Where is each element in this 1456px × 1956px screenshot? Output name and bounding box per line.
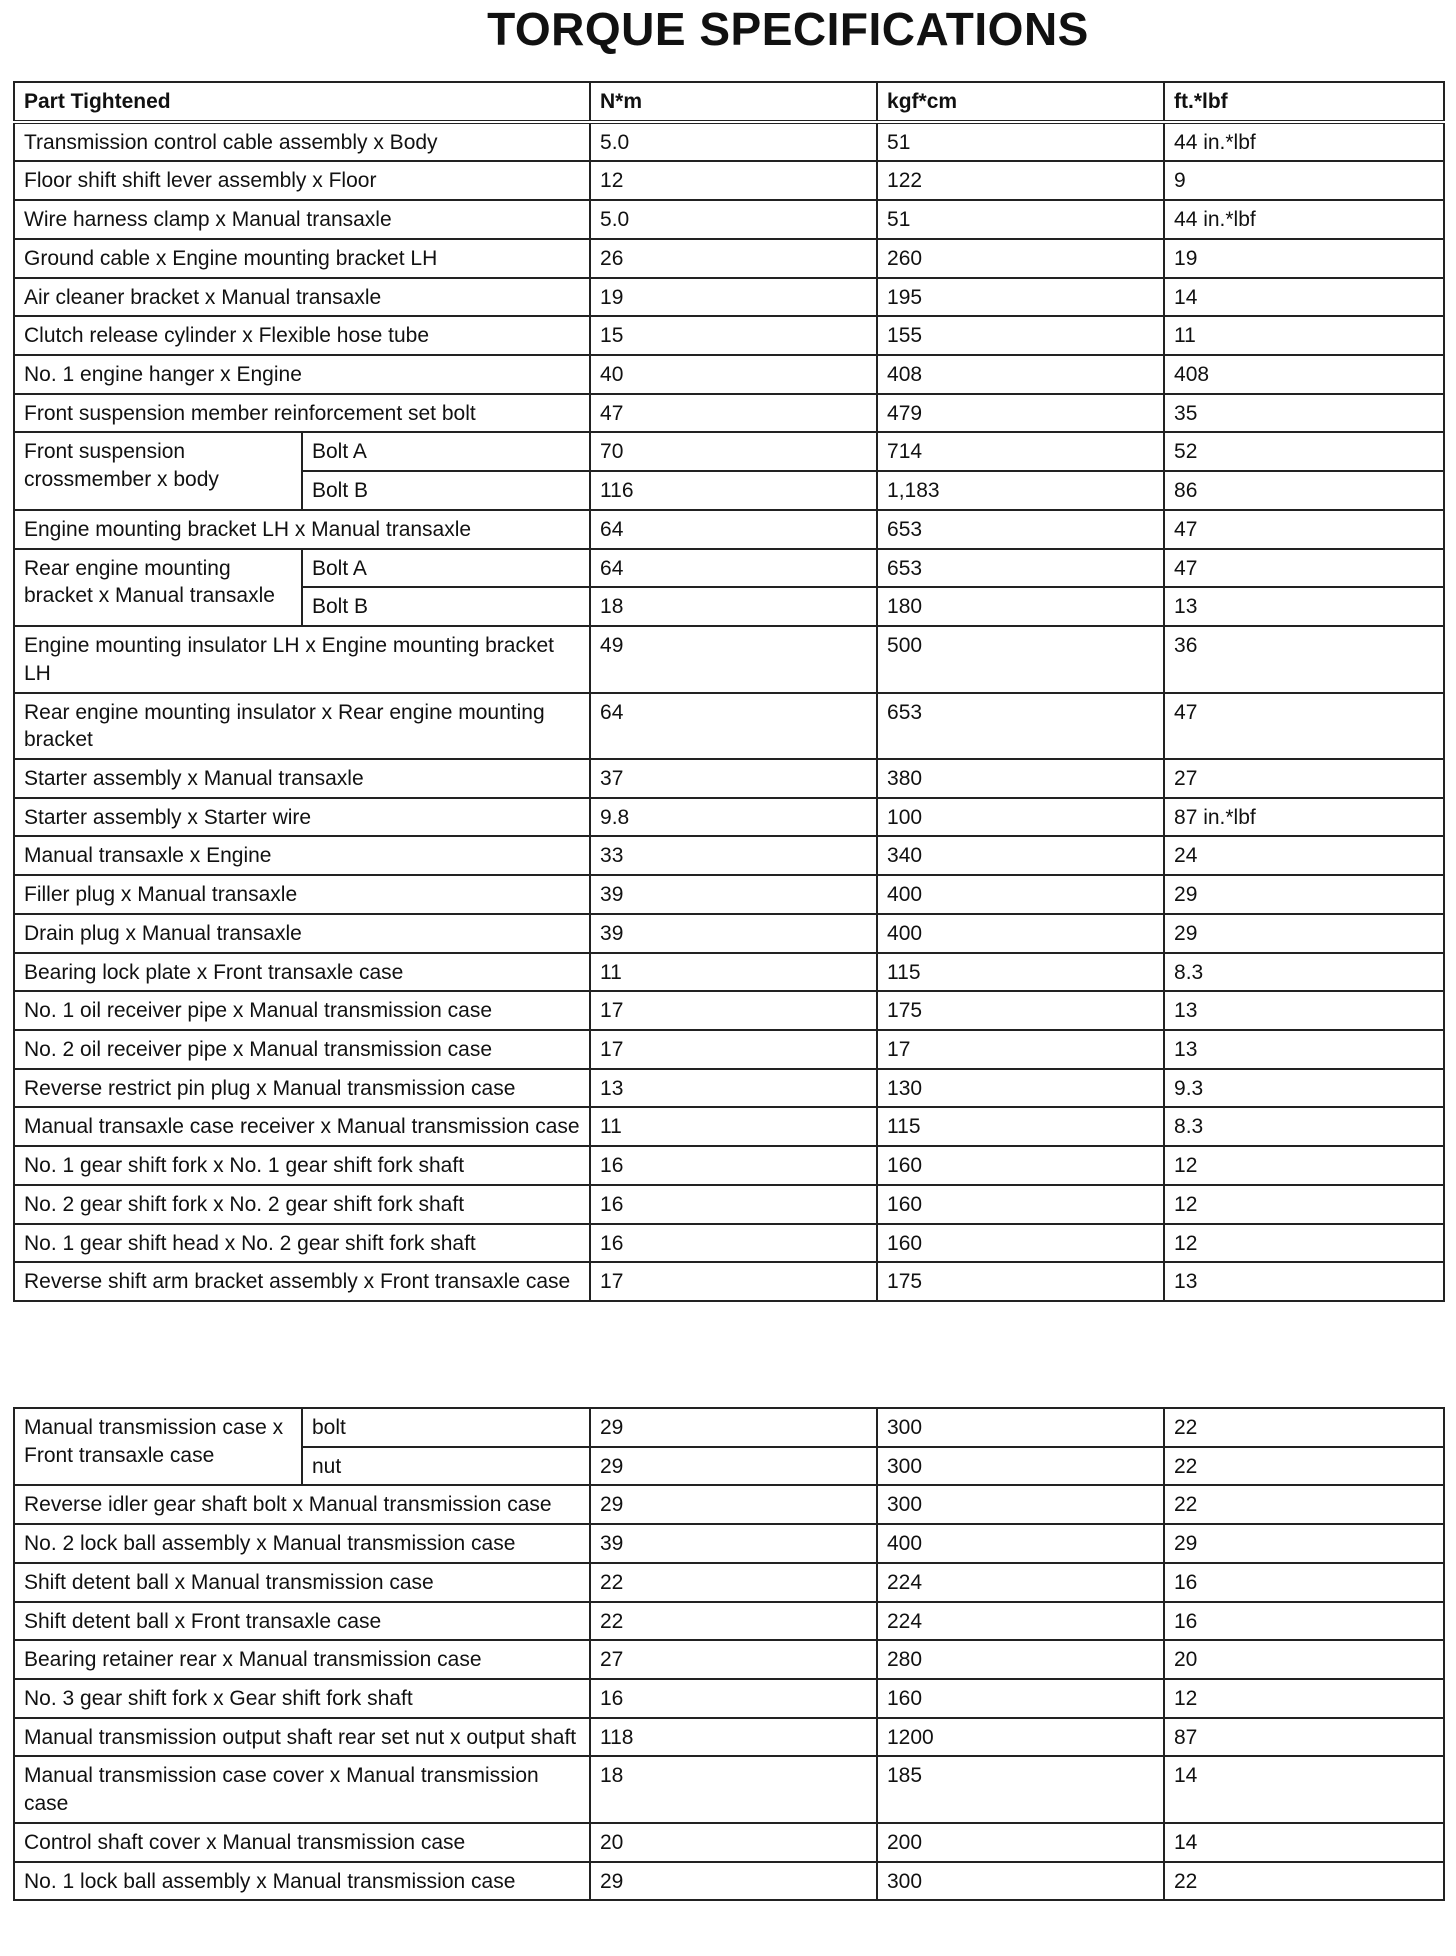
value-ftlbf: 22: [1164, 1862, 1444, 1901]
value-ftlbf: 13: [1164, 1030, 1444, 1069]
sub-part: Bolt B: [302, 471, 590, 510]
value-nm: 64: [590, 549, 877, 588]
table-row: [14, 914, 1444, 953]
value-nm: 47: [590, 394, 877, 433]
value-nm: 116: [590, 471, 877, 510]
value-ftlbf: 16: [1164, 1602, 1444, 1641]
value-ftlbf: 24: [1164, 836, 1444, 875]
value-ftlbf: 52: [1164, 432, 1444, 471]
value-kgfcm: 300: [877, 1485, 1164, 1524]
value-ftlbf: 47: [1164, 549, 1444, 588]
value-nm: 18: [590, 1756, 877, 1822]
value-kgfcm: 200: [877, 1823, 1164, 1862]
table-row: [14, 394, 1444, 433]
part-name: Ground cable x Engine mounting bracket LH: [14, 239, 590, 278]
value-nm: 12: [590, 161, 877, 200]
value-ftlbf: 14: [1164, 1823, 1444, 1862]
part-name: No. 3 gear shift fork x Gear shift fork shaft: [14, 1679, 590, 1718]
value-ftlbf: 87 in.*lbf: [1164, 798, 1444, 837]
table-row: [14, 1718, 1444, 1757]
table-row: [14, 1602, 1444, 1641]
part-name: Front suspension crossmember x body: [14, 432, 302, 509]
value-kgfcm: 115: [877, 1107, 1164, 1146]
part-name: Bearing retainer rear x Manual transmission case: [14, 1640, 590, 1679]
part-name: Control shaft cover x Manual transmission case: [14, 1823, 590, 1862]
value-kgfcm: 653: [877, 549, 1164, 588]
value-ftlbf: 20: [1164, 1640, 1444, 1679]
value-kgfcm: 260: [877, 239, 1164, 278]
value-ftlbf: 44 in.*lbf: [1164, 200, 1444, 239]
table-row: [14, 991, 1444, 1030]
value-nm: 17: [590, 991, 877, 1030]
value-ftlbf: 22: [1164, 1408, 1444, 1447]
value-kgfcm: 122: [877, 161, 1164, 200]
table-row: [14, 1185, 1444, 1224]
value-ftlbf: 9.3: [1164, 1069, 1444, 1108]
table-row: [14, 278, 1444, 317]
part-name: Manual transmission case cover x Manual transmission case: [14, 1756, 590, 1822]
table-row: [14, 200, 1444, 239]
value-kgfcm: 175: [877, 991, 1164, 1030]
value-nm: 17: [590, 1262, 877, 1301]
value-nm: 64: [590, 510, 877, 549]
header-part-tightened: Part Tightened: [14, 82, 590, 122]
value-kgfcm: 100: [877, 798, 1164, 837]
part-name: Manual transmission case x Front transaxle case: [14, 1408, 302, 1485]
value-nm: 5.0: [590, 200, 877, 239]
table-row: [14, 626, 1444, 692]
value-ftlbf: 35: [1164, 394, 1444, 433]
value-nm: 29: [590, 1862, 877, 1901]
value-nm: 11: [590, 1107, 877, 1146]
table-row: [14, 1862, 1444, 1901]
table-row: [14, 549, 1444, 588]
value-ftlbf: 408: [1164, 355, 1444, 394]
part-name: Manual transmission output shaft rear set nut x output shaft: [14, 1718, 590, 1757]
value-ftlbf: 12: [1164, 1679, 1444, 1718]
value-ftlbf: 47: [1164, 693, 1444, 759]
value-kgfcm: 340: [877, 836, 1164, 875]
part-name: Drain plug x Manual transaxle: [14, 914, 590, 953]
sub-part: Bolt B: [302, 587, 590, 626]
value-nm: 118: [590, 1718, 877, 1757]
table-row: [14, 1485, 1444, 1524]
table-row: [14, 1563, 1444, 1602]
value-ftlbf: 8.3: [1164, 953, 1444, 992]
value-ftlbf: 29: [1164, 1524, 1444, 1563]
table-row: [14, 1030, 1444, 1069]
table-row: [14, 161, 1444, 200]
value-kgfcm: 300: [877, 1862, 1164, 1901]
value-kgfcm: 51: [877, 200, 1164, 239]
value-nm: 9.8: [590, 798, 877, 837]
table-row: [14, 1640, 1444, 1679]
value-kgfcm: 51: [877, 122, 1164, 162]
table-row: [14, 1756, 1444, 1822]
value-ftlbf: 12: [1164, 1185, 1444, 1224]
value-kgfcm: 180: [877, 587, 1164, 626]
part-name: Manual transaxle case receiver x Manual transmission case: [14, 1107, 590, 1146]
value-nm: 16: [590, 1146, 877, 1185]
value-nm: 16: [590, 1679, 877, 1718]
table-row: [14, 798, 1444, 837]
table-row: [14, 953, 1444, 992]
value-kgfcm: 160: [877, 1224, 1164, 1263]
value-kgfcm: 1200: [877, 1718, 1164, 1757]
part-name: Floor shift shift lever assembly x Floor: [14, 161, 590, 200]
value-nm: 29: [590, 1485, 877, 1524]
value-nm: 16: [590, 1185, 877, 1224]
part-name: Bearing lock plate x Front transaxle case: [14, 953, 590, 992]
part-name: Shift detent ball x Manual transmission case: [14, 1563, 590, 1602]
table-row: [14, 1679, 1444, 1718]
value-nm: 40: [590, 355, 877, 394]
table-row: [14, 836, 1444, 875]
value-kgfcm: 300: [877, 1408, 1164, 1447]
value-kgfcm: 500: [877, 626, 1164, 692]
part-name: Reverse shift arm bracket assembly x Front transaxle case: [14, 1262, 590, 1301]
part-name: Clutch release cylinder x Flexible hose tube: [14, 316, 590, 355]
value-ftlbf: 44 in.*lbf: [1164, 122, 1444, 162]
value-ftlbf: 87: [1164, 1718, 1444, 1757]
table-row: [14, 1146, 1444, 1185]
part-name: Engine mounting bracket LH x Manual transaxle: [14, 510, 590, 549]
value-kgfcm: 280: [877, 1640, 1164, 1679]
value-nm: 5.0: [590, 122, 877, 162]
value-ftlbf: 36: [1164, 626, 1444, 692]
part-name: No. 1 lock ball assembly x Manual transmission case: [14, 1862, 590, 1901]
value-ftlbf: 19: [1164, 239, 1444, 278]
value-nm: 49: [590, 626, 877, 692]
value-kgfcm: 160: [877, 1185, 1164, 1224]
value-ftlbf: 12: [1164, 1224, 1444, 1263]
value-nm: 33: [590, 836, 877, 875]
table-row: [14, 1524, 1444, 1563]
sub-part: nut: [302, 1447, 590, 1486]
value-kgfcm: 224: [877, 1602, 1164, 1641]
value-nm: 39: [590, 1524, 877, 1563]
value-kgfcm: 300: [877, 1447, 1164, 1486]
value-kgfcm: 400: [877, 1524, 1164, 1563]
value-nm: 22: [590, 1563, 877, 1602]
part-name: Rear engine mounting insulator x Rear engine mounting bracket: [14, 693, 590, 759]
sub-part: Bolt A: [302, 549, 590, 588]
value-nm: 13: [590, 1069, 877, 1108]
value-kgfcm: 1,183: [877, 471, 1164, 510]
table-header-row: [14, 82, 1444, 122]
part-name: Reverse idler gear shaft bolt x Manual transmission case: [14, 1485, 590, 1524]
value-kgfcm: 408: [877, 355, 1164, 394]
table-row: [14, 1107, 1444, 1146]
table-row: [14, 693, 1444, 759]
value-kgfcm: 479: [877, 394, 1164, 433]
value-ftlbf: 27: [1164, 759, 1444, 798]
table-row: [14, 355, 1444, 394]
table-row: [14, 1262, 1444, 1301]
value-ftlbf: 29: [1164, 914, 1444, 953]
value-ftlbf: 12: [1164, 1146, 1444, 1185]
value-nm: 29: [590, 1447, 877, 1486]
part-name: No. 1 gear shift fork x No. 1 gear shift fork shaft: [14, 1146, 590, 1185]
table-row: [14, 239, 1444, 278]
value-nm: 39: [590, 875, 877, 914]
value-nm: 29: [590, 1408, 877, 1447]
sub-part: Bolt A: [302, 432, 590, 471]
value-ftlbf: 22: [1164, 1485, 1444, 1524]
part-name: Transmission control cable assembly x Body: [14, 122, 590, 162]
header-kgfcm: kgf*cm: [877, 82, 1164, 122]
table-row: [14, 875, 1444, 914]
part-name: Filler plug x Manual transaxle: [14, 875, 590, 914]
sub-part: bolt: [302, 1408, 590, 1447]
value-ftlbf: 47: [1164, 510, 1444, 549]
value-ftlbf: 14: [1164, 278, 1444, 317]
part-name: No. 1 engine hanger x Engine: [14, 355, 590, 394]
value-kgfcm: 195: [877, 278, 1164, 317]
table-row: [14, 510, 1444, 549]
table-row: [14, 1408, 1444, 1447]
value-nm: 20: [590, 1823, 877, 1862]
table-row: [14, 1823, 1444, 1862]
part-name: Reverse restrict pin plug x Manual transmission case: [14, 1069, 590, 1108]
value-nm: 26: [590, 239, 877, 278]
value-kgfcm: 155: [877, 316, 1164, 355]
part-name: Shift detent ball x Front transaxle case: [14, 1602, 590, 1641]
part-name: Air cleaner bracket x Manual transaxle: [14, 278, 590, 317]
value-ftlbf: 14: [1164, 1756, 1444, 1822]
part-name: No. 2 oil receiver pipe x Manual transmission case: [14, 1030, 590, 1069]
part-name: Engine mounting insulator LH x Engine mounting bracket LH: [14, 626, 590, 692]
value-nm: 11: [590, 953, 877, 992]
part-name: No. 2 lock ball assembly x Manual transmission case: [14, 1524, 590, 1563]
value-nm: 15: [590, 316, 877, 355]
value-ftlbf: 22: [1164, 1447, 1444, 1486]
value-kgfcm: 653: [877, 510, 1164, 549]
table-row: [14, 1069, 1444, 1108]
value-ftlbf: 9: [1164, 161, 1444, 200]
value-ftlbf: 13: [1164, 1262, 1444, 1301]
value-kgfcm: 130: [877, 1069, 1164, 1108]
header-ftlbf: ft.*lbf: [1164, 82, 1444, 122]
value-kgfcm: 115: [877, 953, 1164, 992]
value-nm: 64: [590, 693, 877, 759]
value-nm: 27: [590, 1640, 877, 1679]
value-nm: 39: [590, 914, 877, 953]
value-ftlbf: 13: [1164, 991, 1444, 1030]
value-ftlbf: 16: [1164, 1563, 1444, 1602]
value-ftlbf: 13: [1164, 587, 1444, 626]
value-ftlbf: 8.3: [1164, 1107, 1444, 1146]
value-kgfcm: 175: [877, 1262, 1164, 1301]
table-row: [14, 759, 1444, 798]
part-name: No. 1 oil receiver pipe x Manual transmission case: [14, 991, 590, 1030]
part-name: Rear engine mounting bracket x Manual transaxle: [14, 549, 302, 626]
value-ftlbf: 11: [1164, 316, 1444, 355]
value-kgfcm: 714: [877, 432, 1164, 471]
value-nm: 18: [590, 587, 877, 626]
value-nm: 16: [590, 1224, 877, 1263]
table-row: [14, 432, 1444, 471]
value-kgfcm: 400: [877, 914, 1164, 953]
value-ftlbf: 29: [1164, 875, 1444, 914]
value-nm: 19: [590, 278, 877, 317]
part-name: No. 1 gear shift head x No. 2 gear shift fork shaft: [14, 1224, 590, 1263]
value-nm: 37: [590, 759, 877, 798]
value-kgfcm: 185: [877, 1756, 1164, 1822]
value-nm: 70: [590, 432, 877, 471]
torque-table-2: [13, 1407, 1445, 1901]
part-name: Manual transaxle x Engine: [14, 836, 590, 875]
value-kgfcm: 653: [877, 693, 1164, 759]
value-kgfcm: 17: [877, 1030, 1164, 1069]
value-kgfcm: 224: [877, 1563, 1164, 1602]
part-name: No. 2 gear shift fork x No. 2 gear shift fork shaft: [14, 1185, 590, 1224]
part-name: Wire harness clamp x Manual transaxle: [14, 200, 590, 239]
part-name: Front suspension member reinforcement set bolt: [14, 394, 590, 433]
value-ftlbf: 86: [1164, 471, 1444, 510]
table-row: [14, 1224, 1444, 1263]
value-nm: 17: [590, 1030, 877, 1069]
table-row: [14, 122, 1444, 162]
header-nm: N*m: [590, 82, 877, 122]
value-kgfcm: 380: [877, 759, 1164, 798]
page-title: TORQUE SPECIFICATIONS: [487, 3, 1089, 55]
part-name: Starter assembly x Starter wire: [14, 798, 590, 837]
value-kgfcm: 160: [877, 1146, 1164, 1185]
part-name: Starter assembly x Manual transaxle: [14, 759, 590, 798]
value-kgfcm: 160: [877, 1679, 1164, 1718]
value-nm: 22: [590, 1602, 877, 1641]
torque-table-1: [13, 81, 1445, 1302]
table-row: [14, 316, 1444, 355]
value-kgfcm: 400: [877, 875, 1164, 914]
